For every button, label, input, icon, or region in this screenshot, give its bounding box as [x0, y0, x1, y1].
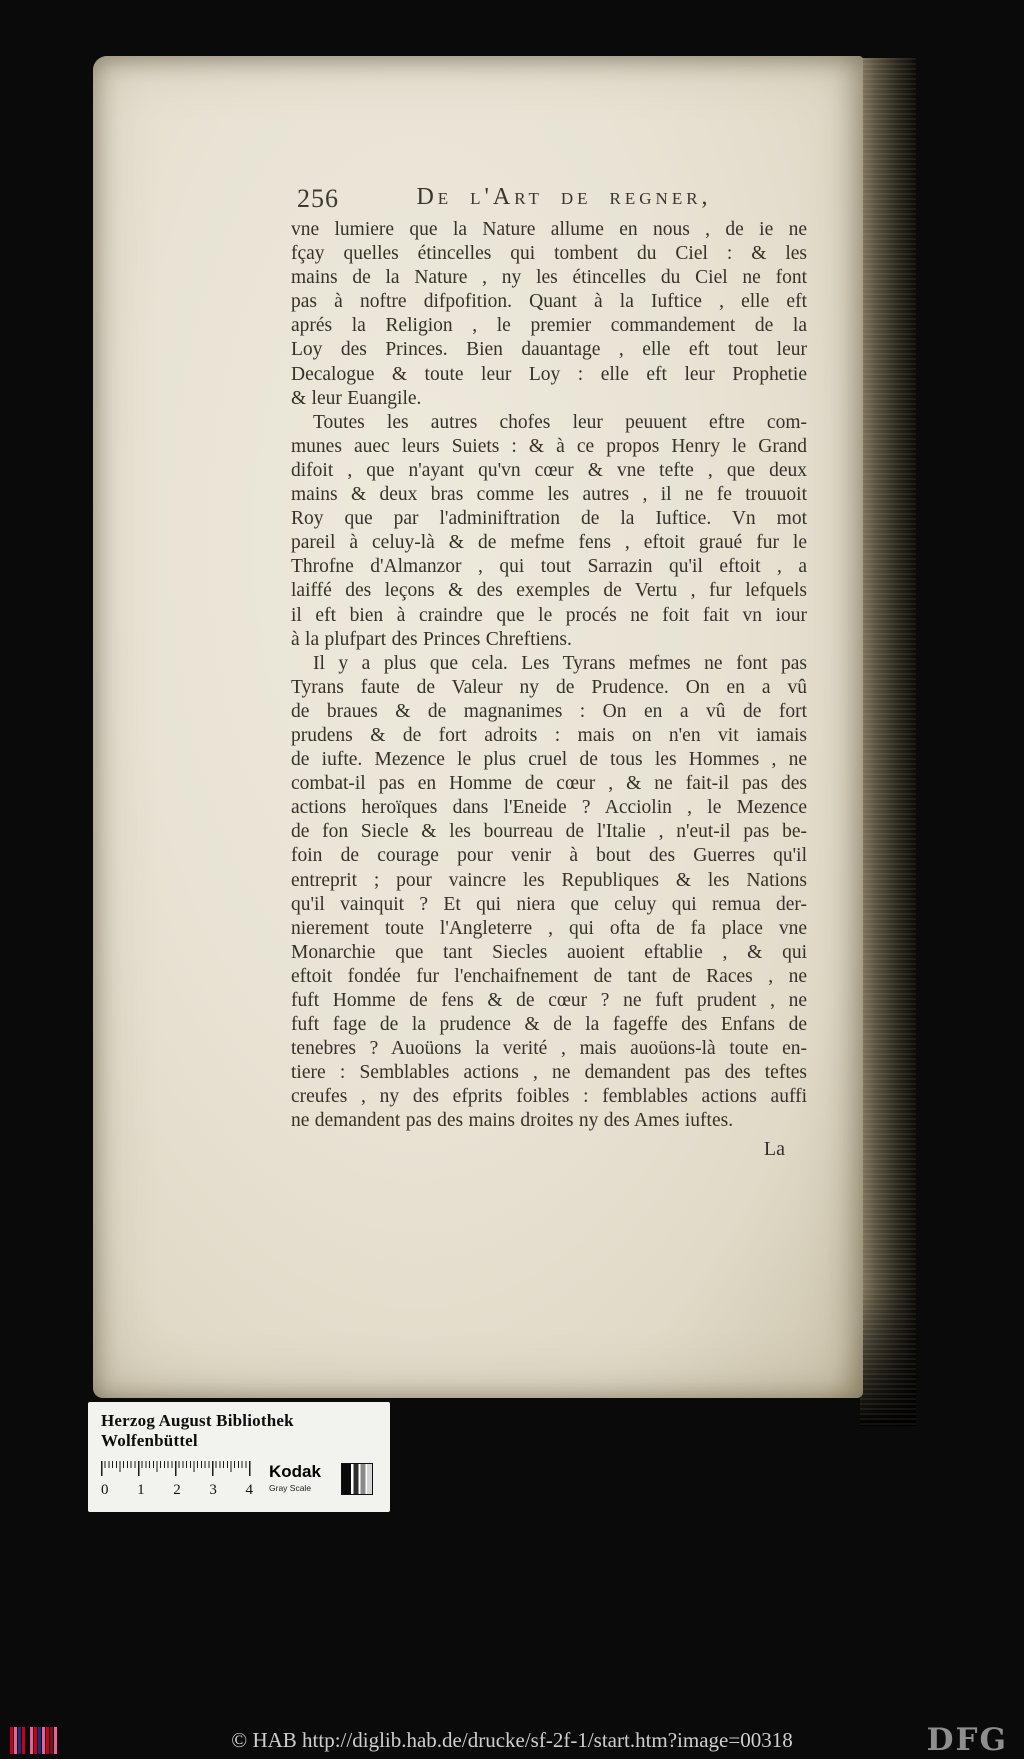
- text-line: eftoit fondée fur l'enchaifnement de tant de Races , ne: [291, 965, 807, 987]
- text-line: Il y a plus que cela. Les Tyrans mefmes ne font pas: [313, 652, 807, 674]
- text-line: entreprit ; pour vaincre les Republiques & les Nations: [291, 869, 807, 891]
- page-number: 256: [297, 184, 339, 213]
- text-line: pareil à celuy-là & de mefme fens , eftoit graué fur le: [291, 532, 807, 554]
- library-name: Herzog August Bibliothek Wolfenbüttel: [101, 1411, 294, 1450]
- text-line: munes auec leurs Suiets : & à ce propos Henry le Grand: [291, 435, 807, 457]
- text-line: creufes , ny des efprits foibles : femblables actions auffi: [291, 1086, 807, 1108]
- text-line: fçay quelles étincelles qui tombent du Ciel : & les: [291, 243, 807, 265]
- text-line: actions heroïques dans l'Eneide ? Acciolin , le Mezence: [291, 797, 807, 819]
- ruler-icon: [101, 1461, 261, 1499]
- text-line: Decalogue & toute leur Loy : elle eft leur Prophetie: [291, 363, 807, 385]
- body-text-lines: [291, 218, 807, 1134]
- text-line: Throfne d'Almanzor , qui tout Sarrazin qu'il eftoit , a: [291, 556, 807, 578]
- copyright-url: © HAB http://diglib.hab.de/drucke/sf-2f-1/start.htm?image=00318: [231, 1728, 793, 1752]
- text-line: difoit , que n'ayant qu'vn cœur & vne tefte , que deux: [291, 459, 807, 481]
- body-text-block: [291, 218, 807, 1162]
- text-line: Loy des Princes. Bien dauantage , elle eft tout leur: [291, 339, 807, 361]
- book-page: [93, 56, 863, 1398]
- ruler-number: 1: [137, 1482, 145, 1498]
- text-line: fuft Homme de fens & de cœur ? ne fuft prudent , ne: [291, 990, 807, 1011]
- text-line: qu'il vainquit ? Et qui niera que celuy qui remua der-: [291, 893, 807, 915]
- text-line: de braues & de magnanimes : On en a vû de fort: [291, 700, 807, 722]
- text-line: mains & deux bras comme les autres , il ne fe trouuoit: [291, 484, 807, 506]
- text-line: tenebres ? Auoüons la verité , mais auoüons-là toute en-: [291, 1038, 807, 1060]
- text-line: & leur Euangile.: [291, 387, 422, 409]
- text-line: pas à noftre difpofition. Quant à la Iuftice , elle eft: [291, 291, 807, 313]
- kodak-label: [269, 1462, 331, 1493]
- text-line: vne lumiere que la Nature allume en nous , de ie ne: [291, 219, 807, 240]
- ruler-row: [88, 1451, 390, 1499]
- text-line: tiere : Semblables actions , ne demandent pas des teftes: [291, 1062, 807, 1084]
- text-line: Roy que par l'adminiftration de la Iuftice. Vn mot: [291, 508, 807, 530]
- running-header: De l'Art de regner,: [416, 184, 712, 210]
- text-line: de fon Siecle & les bourreau de l'Italie , n'eut-il pas be-: [291, 821, 807, 843]
- text-line: Toutes les autres chofes leur peuuent eftre com-: [313, 411, 807, 433]
- footer-bar: [0, 1720, 1024, 1759]
- text-line: fuft fage de la prudence & de la fageffe des Enfans de: [291, 1014, 807, 1036]
- text-line: il eft bien à craindre que le procés ne foit fait vn iour: [291, 604, 807, 626]
- text-line: mains de la Nature , ny les étincelles du Ciel ne font: [291, 267, 807, 289]
- text-line: combat-il pas en Homme de cœur , & ne fait-il pas des: [291, 773, 807, 795]
- text-line: aprés la Religion , le premier commandement de la: [291, 315, 807, 337]
- text-line: à la plufpart des Princes Chreftiens.: [291, 628, 572, 650]
- kodak-sub-label: Gray Scale: [269, 1483, 312, 1493]
- catchword: La: [763, 1137, 785, 1160]
- kodak-gray-scale-bar: [88, 1402, 390, 1512]
- text-line: nierement toute l'Angleterre , qui ofta de fa place vne: [291, 917, 807, 939]
- text-line: Monarchie que tant Siecles auoient eftablie , & qui: [291, 941, 807, 963]
- ruler-number: 4: [245, 1482, 253, 1498]
- ruler-number: 2: [173, 1482, 181, 1498]
- kodak-brand: Kodak: [269, 1462, 321, 1481]
- gray-scale-wedge-icon: [341, 1463, 373, 1495]
- dfg-logo: DFG: [926, 1722, 1008, 1758]
- book-fore-edge: [860, 58, 916, 1426]
- ruler-number: 0: [101, 1482, 109, 1498]
- ruler-numbers: [101, 1482, 253, 1499]
- ruler-number: 3: [209, 1482, 217, 1498]
- text-line: prudens & de fort adroits : mais on n'en vit iamais: [291, 724, 807, 746]
- text-line: de iufte. Mezence le plus cruel de tous les Hommes , ne: [291, 749, 807, 771]
- text-line: Tyrans faute de Valeur ny de Prudence. On en a vû: [291, 676, 807, 698]
- ruler-ticks-icon: [101, 1461, 253, 1476]
- text-line: ne demandent pas des mains droites ny des Ames iuftes.: [291, 1110, 734, 1132]
- text-line: foin de courage pour venir à bout des Guerres qu'il: [291, 845, 807, 867]
- text-line: laiffé des leçons & des exemples de Vertu , fur lefquels: [291, 580, 807, 602]
